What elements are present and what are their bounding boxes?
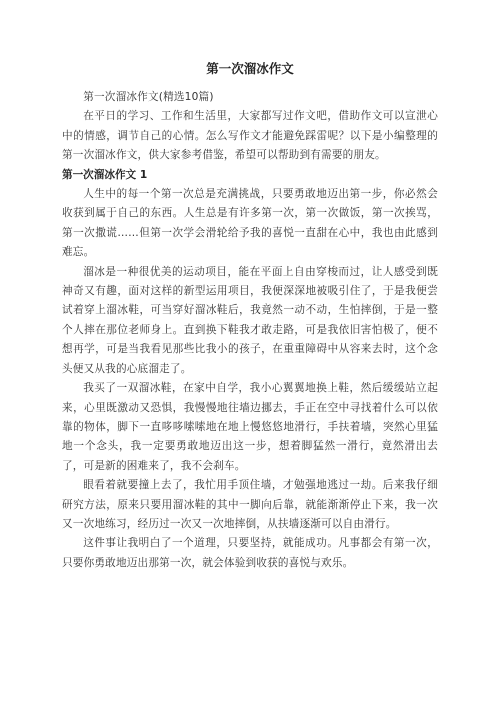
section-heading: 第一次溜冰作文 1	[62, 168, 148, 181]
document-title: 第一次溜冰作文	[206, 61, 294, 76]
body-paragraph: 溜冰是一种很优美的运动项目，能在平面上自由穿梭而过，让人感受到既神奇又有趣，面对这样的新型运用项目，我便深深地被吸引住了，于是我便尝试着穿上溜冰鞋，可当穿好溜冰鞋后，我竟然一动不动，生怕摔倒，于是一整个人摔在那位老师身上。直到换下鞋我才敢走路，可是我依旧害怕极了，便不想再学，可是当我看见那些比我小的孩子，在重重障碍中从容来去时，这个念头便又从我的心底溜走了。	[62, 265, 438, 375]
body-paragraph: 我买了一双溜冰鞋，在家中自学，我小心翼翼地换上鞋，然后缓缓站立起来，心里既激动又恐惧，我慢慢地往墙边挪去，手正在空中寻找着什么可以依靠的物体，脚下一直哆哆嗦嗦地在地上慢悠悠地滑行，手扶着墙，突然心里猛地一个念头，我一定要勇敢地迈出这一步，想着脚猛然一滑行，竟然滑出去了，可是新的困难来了，我不会刹车。	[62, 382, 438, 472]
document-subtitle: 第一次溜冰作文(精选10篇)	[83, 91, 214, 103]
body-paragraph: 这件事让我明白了一个道理，只要坚持，就能成功。凡事都会有第一次，只要你勇敢地迈出那第一次，就会体验到收获的喜悦与欢乐。	[62, 537, 438, 569]
intro-paragraph: 在平日的学习、工作和生活里，大家都写过作文吧，借助作文可以宣泄心中的情感，调节自己的心情。怎么写作文才能避免踩雷呢？以下是小编整理的第一次溜冰作文，供大家参考借鉴，希望可以帮助到有需要的朋友。	[62, 110, 438, 162]
body-paragraph: 人生中的每一个第一次总是充满挑战，只要勇敢地迈出第一步，你必然会收获到属于自己的东西。人生总是有许多第一次，第一次做饭，第一次挨骂，第一次撒谎……但第一次学会滑轮给予我的喜悦一直甜在心中，我也由此感到难忘。	[62, 188, 438, 259]
body-paragraph: 眼看着就要撞上去了，我忙用手顶住墙，才勉强地逃过一劫。后来我仔细研究方法，原来只要用溜冰鞋的其中一脚向后靠，就能渐渐停止下来，我一次又一次地练习，经历过一次又一次地摔倒，从扶墙逐渐可以自由滑行。	[62, 479, 438, 530]
